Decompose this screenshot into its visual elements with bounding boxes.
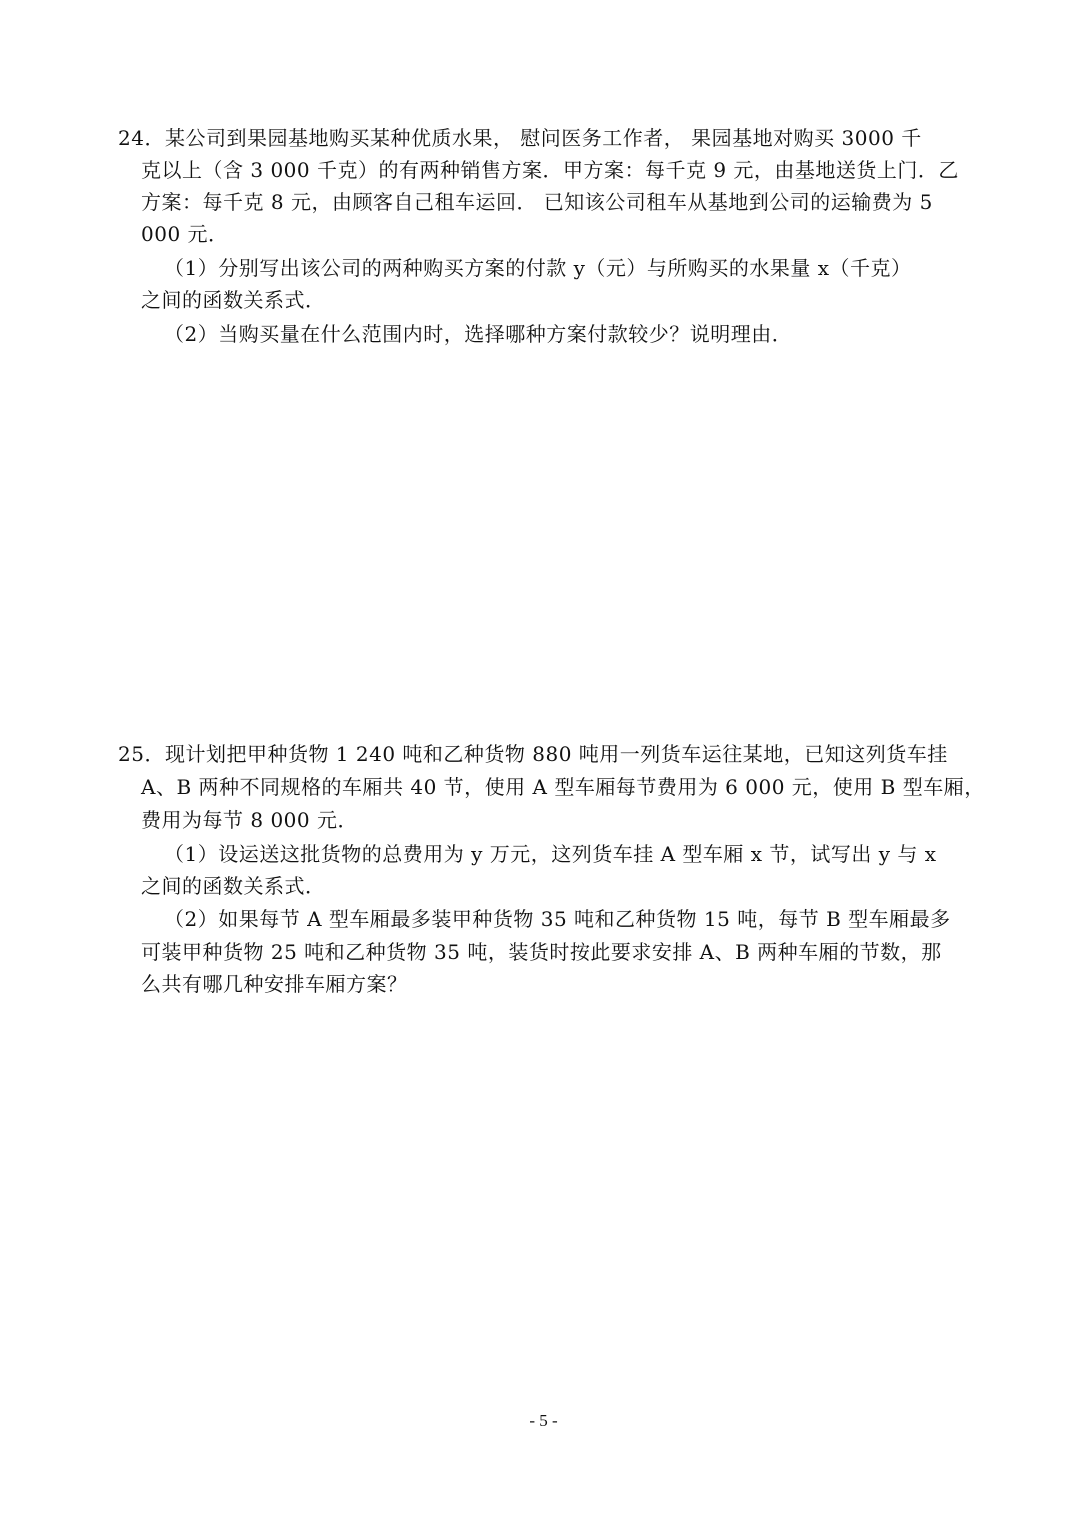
question-24-part-1-cont: 之间的函数关系式． xyxy=(141,288,326,312)
question-25-part-2-cont-2: 么共有哪几种安排车厢方案？ xyxy=(141,972,408,996)
question-25-part-1: （1）设运送这批货物的总费用为 y 万元，这列货车挂 A 型车厢 x 节，试写出 y 与 x xyxy=(164,842,937,866)
question-24-part-2: （2）当购买量在什么范围内时，选择哪种方案付款较少？说明理由． xyxy=(164,322,793,346)
question-24-line-3: 方案：每千克 8 元，由顾客自己租车运回． 已知该公司租车从基地到公司的运输费为 5 xyxy=(141,190,933,214)
question-25-part-1-cont: 之间的函数关系式． xyxy=(141,874,326,898)
question-24-line-1: 24．某公司到果园基地购买某种优质水果， 慰问医务工作者， 果园基地对购买 3000 千 xyxy=(118,126,922,150)
question-24-part-1: （1）分别写出该公司的两种购买方案的付款 y（元）与所购买的水果量 x（千克） xyxy=(164,256,912,280)
question-25-line-2: A、B 两种不同规格的车厢共 40 节，使用 A 型车厢每节费用为 6 000 元，使用 B 型车厢， xyxy=(141,775,985,799)
question-25-line-1: 25．现计划把甲种货物 1 240 吨和乙种货物 880 吨用一列货车运往某地，已知这列货车挂 xyxy=(118,742,948,766)
question-24-line-2: 克以上（含 3 000 千克）的有两种销售方案．甲方案：每千克 9 元，由基地送货上门．乙 xyxy=(141,158,959,182)
question-25-part-2-cont-1: 可装甲种货物 25 吨和乙种货物 35 吨，装货时按此要求安排 A、B 两种车厢的节数，那 xyxy=(141,940,942,964)
question-25-line-3: 费用为每节 8 000 元． xyxy=(141,808,358,832)
question-24-line-4: 000 元． xyxy=(141,222,229,246)
question-25-part-2: （2）如果每节 A 型车厢最多装甲种货物 35 吨和乙种货物 15 吨，每节 B 型车厢最多 xyxy=(164,907,951,931)
page-number: - 5 - xyxy=(529,1411,558,1430)
